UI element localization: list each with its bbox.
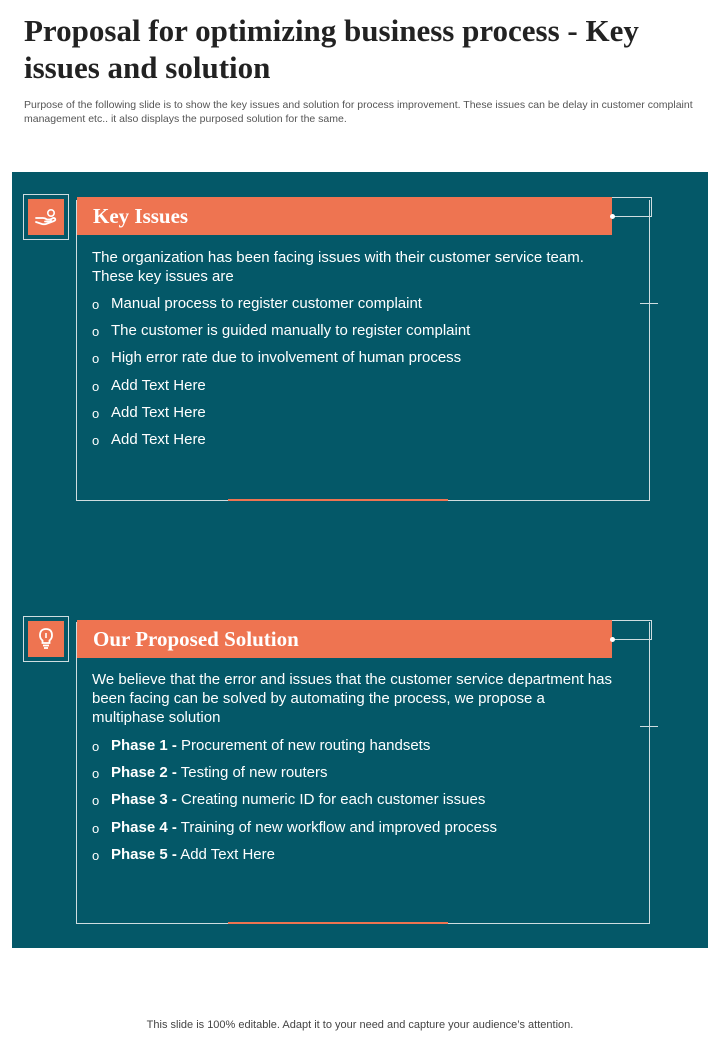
list-item: o Phase 3 - Creating numeric ID for each customer issues: [92, 791, 486, 809]
solution-dot: [610, 637, 615, 642]
list-item: o Add Text Here: [92, 403, 206, 421]
key-issues-tab: [612, 197, 652, 217]
list-item: o High error rate due to involvement of human process: [92, 349, 462, 367]
lightbulb-icon: [28, 621, 64, 657]
list-item: o The customer is guided manually to register complaint: [92, 322, 471, 340]
solution-list: [92, 736, 622, 872]
solution-tab: [612, 620, 652, 640]
solution-heading: Our Proposed Solution: [77, 620, 612, 658]
list-item: o Phase 2 - Testing of new routers: [92, 764, 328, 782]
key-issues-list: [92, 294, 612, 457]
solution-frame-accent: [228, 922, 448, 924]
solution-intro: We believe that the error and issues that the customer service department has been facing can be solved by automating the process, we propose a multiphase solution: [92, 671, 612, 726]
key-issues-frame-accent: [228, 499, 448, 501]
list-item: o Manual process to register customer complaint: [92, 295, 422, 312]
list-item: o Phase 4 - Training of new workflow and improved process: [92, 818, 498, 836]
hand-coin-icon: [28, 199, 64, 235]
list-item: o Add Text Here: [92, 430, 206, 448]
key-issues-side-line: [649, 303, 650, 501]
key-issues-dot: [610, 214, 615, 219]
solution-side-line: [649, 726, 650, 924]
key-issues-heading: Key Issues: [77, 197, 612, 235]
solution-side-tick: [640, 726, 658, 727]
key-issues-side-tick: [640, 303, 658, 304]
page-title: Proposal for optimizing business process - Key issues and solution: [24, 13, 639, 85]
list-item: o Phase 1 - Procurement of new routing handsets: [92, 737, 431, 754]
list-item: o Phase 5 - Add Text Here: [92, 845, 275, 863]
list-item: o Add Text Here: [92, 376, 206, 394]
key-issues-intro: The organization has been facing issues with their customer service team. These key issues are: [92, 249, 584, 285]
footer-note: This slide is 100% editable. Adapt it to your need and capture your audience’s attention.: [146, 1019, 574, 1031]
key-issues-icon-box: [23, 194, 69, 240]
solution-icon-box: [23, 616, 69, 662]
page-subtitle: Purpose of the following slide is to show the key issues and solution for process improvement. These issues can be delay in customer complaint management etc.. it also displays the purposed solution for the same.: [24, 99, 693, 125]
